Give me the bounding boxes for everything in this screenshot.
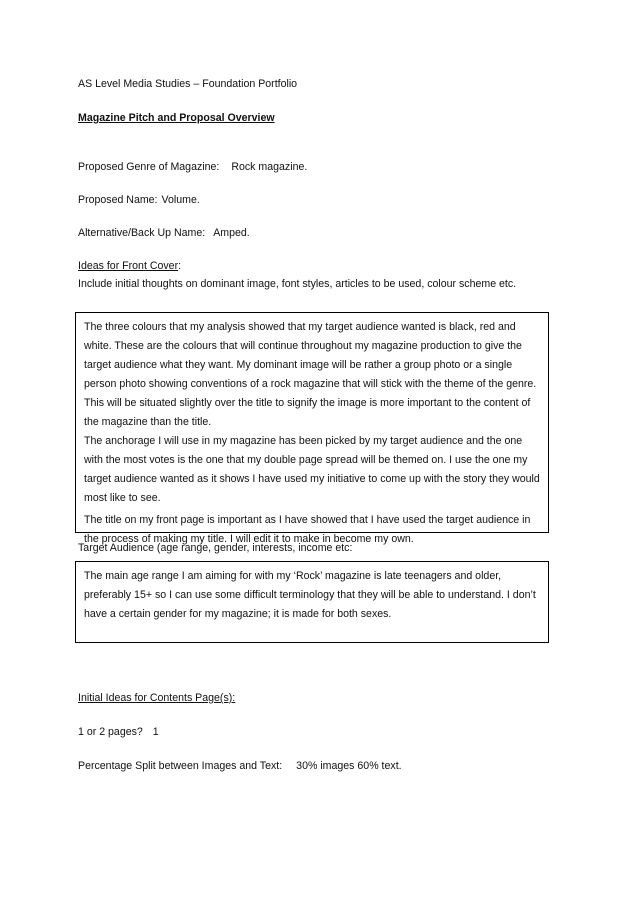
name-value: Volume.	[161, 194, 200, 206]
name-label: Proposed Name:	[78, 194, 158, 206]
pages-label: 1 or 2 pages?	[78, 726, 143, 738]
contents-heading: Initial Ideas for Contents Page(s):	[78, 692, 236, 704]
genre-value: Rock magazine.	[231, 161, 308, 173]
target-audience-answer-box	[75, 561, 549, 643]
front-cover-heading-text: Ideas for Front Cover	[78, 260, 179, 272]
alt-name-label: Alternative/Back Up Name:	[78, 227, 206, 239]
front-cover-heading	[78, 259, 181, 273]
alt-name-value: Amped.	[213, 227, 250, 239]
target-audience-heading: Target Audience (age range, gender, interests, income etc:	[78, 542, 353, 554]
front-cover-paragraph: The three colours that my analysis showed that my target audience wanted is black, red and white. These are the colours that will continue throughout my magazine production to give the target audience what they want. My dominant image will be rather a group photo or a single person photo showing conventions of a rock magazine that will stick with the theme of the genre. This will be situated slightly over the title to signify the image is more important to the content of the magazine than the title.	[84, 321, 537, 428]
name-line	[78, 193, 200, 207]
split-line	[78, 759, 402, 773]
pages-line	[78, 725, 159, 739]
front-cover-heading-colon: :	[178, 260, 182, 272]
front-cover-paragraph: The title on my front page is important as I have showed that I have used the target audience in the process of making my title. I will edit it to make in become my own.	[84, 514, 531, 545]
genre-label: Proposed Genre of Magazine:	[78, 161, 220, 173]
front-cover-paragraph: The anchorage I will use in my magazine has been picked by my target audience and the one with the most votes is the one that my double page spread will be themed on. I use the one my target audience wanted as it shows I have used my initiative to come up with the story they would most like to see.	[84, 435, 540, 504]
alt-name-line	[78, 226, 250, 240]
pages-value: 1	[152, 726, 159, 738]
split-value: 30% images 60% text.	[296, 760, 402, 772]
front-cover-answer-box	[75, 312, 549, 545]
front-cover-instruction: Include initial thoughts on dominant image, font styles, articles to be used, colour scheme etc.	[78, 278, 517, 290]
section-heading: Magazine Pitch and Proposal Overview	[78, 112, 275, 124]
target-audience-paragraph: The main age range I am aiming for with my ‘Rock’ magazine is late teenagers and older, preferably 15+ so I can use some difficult terminology that they will be able to understand. I don’t have a certain gender for my magazine; it is made for both sexes.	[84, 570, 536, 620]
genre-line	[78, 160, 307, 174]
course-title: AS Level Media Studies – Foundation Portfolio	[78, 78, 298, 90]
split-label: Percentage Split between Images and Text:	[78, 760, 283, 772]
